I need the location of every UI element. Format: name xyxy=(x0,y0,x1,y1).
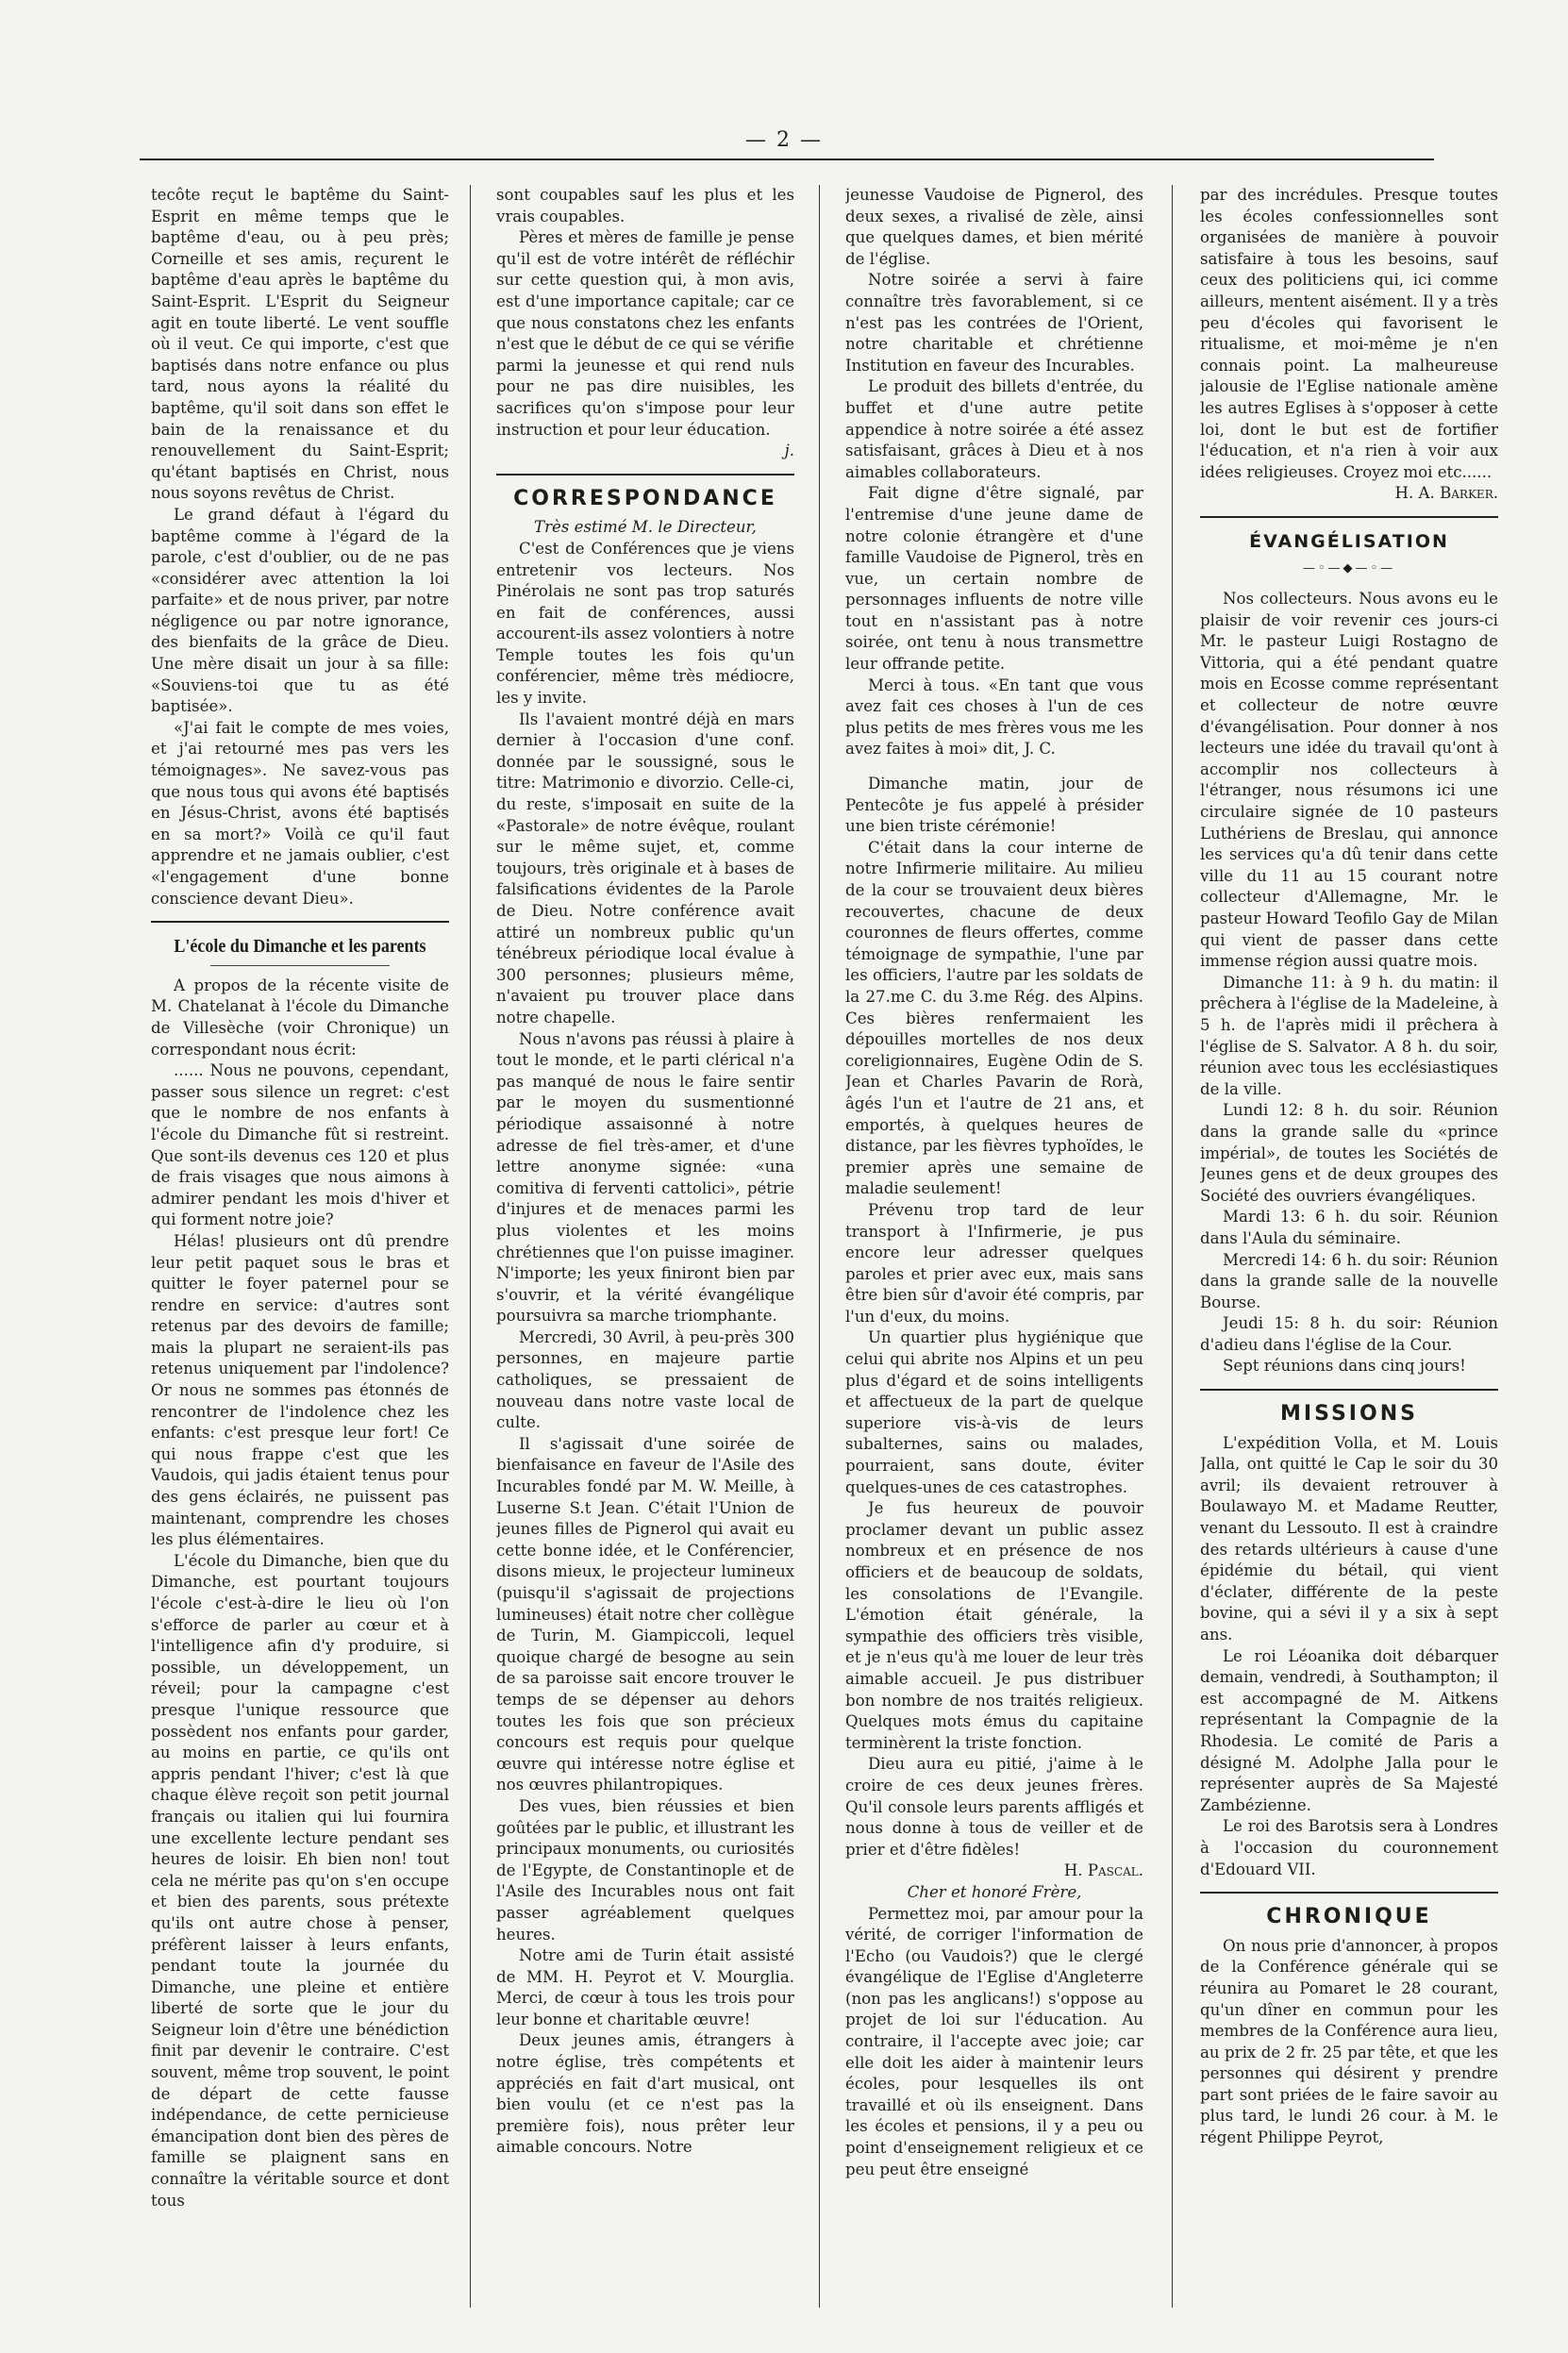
header-rule xyxy=(140,159,1434,160)
paragraph: Notre ami de Turin était assisté de MM. H. Peyrot et V. Mourglia. Merci, de cœur à tous les trois pour leur bonne et charitable œuvre! xyxy=(496,1946,794,2028)
section-heading-missions: MISSIONS xyxy=(1280,1402,1418,1427)
paragraph: Le roi des Barotsis sera à Londres à l'occasion du couronnement d'Edouard VII. xyxy=(1200,1817,1498,1878)
paragraph: Mardi 13: 6 h. du soir. Réunion dans l'Aula du séminaire. xyxy=(1200,1208,1498,1247)
column-4 xyxy=(1200,185,1498,2308)
section-heading-ecole: L'école du Dimanche et les parents xyxy=(174,936,426,958)
salutation: Cher et honoré Frère, xyxy=(907,1882,1082,1901)
salutation: Très estimé M. le Directeur, xyxy=(534,518,757,537)
paragraph: Il s'agissait d'une soirée de bienfaisance en faveur de l'Asile des Incurables fondé par M. W. Meille, à Luserne S.t Jean. C'était l'Union de jeunes filles de Pignerol qui avait eu cette bonne idée, et le Conférencier, disons mieux, le projecteur lumineux (puisqu'il s'agissait de projections lumineuses) était notre cher collègue de Turin, M. Giampiccoli, lequel quoique chargé de besogne au sein de sa paroisse sait encore trouver le temps de se dépenser au dehors toutes les fois que son précieux concours est requis pour quelque œuvre qui intéresse notre église et nos œuvres philantropiques. xyxy=(496,1434,794,1794)
paragraph: Nous n'avons pas réussi à plaire à tout le monde, et le parti clérical n'a pas manqué de nous le faire sentir par le moyen du susmentionné périodique assaisonné à notre adresse de fiel très-amer, et d'une lettre anonyme signée: «una comitiva di ferventi cattolici», pétrie d'injures et de menaces parmi les plus violentes et les moins chrétiennes que l'on puisse imaginer. N'importe; les yeux finiront bien par s'ouvrir, et la vérité évangélique poursuivra sa marche triomphante. xyxy=(496,1029,794,1326)
section-rule xyxy=(496,474,794,476)
signature: H. Pascal. xyxy=(1063,1861,1143,1880)
paragraph: Mercredi, 30 Avril, à peu-près 300 personnes, en majeure partie catholiques, se pressaient de nouveau dans notre vaste local de culte. xyxy=(496,1327,794,1432)
paragraph: «J'ai fait le compte de mes voies, et j'ai retourné mes pas vers les témoignages». Ne savez-vous pas que nous tous qui avons été baptisés en Jésus-Christ, avons été baptisés en sa mort?» Voilà ce qu'il faut apprendre et ne jamais oublier, c'est «l'engagement d'une bonne conscience devant Dieu». xyxy=(151,718,449,908)
paragraph: A propos de la récente visite de M. Chatelanat à l'école du Dimanche de Villesèche (voir Chronique) un correspondant nous écrit: xyxy=(151,976,449,1059)
paragraph: Jeudi 15: 8 h. du soir: Réunion d'adieu dans l'église de la Cour. xyxy=(1200,1314,1498,1354)
section-heading-evangelisation: ÉVANGÉLISATION xyxy=(1249,530,1449,552)
section-rule xyxy=(151,921,449,923)
paragraph: Le produit des billets d'entrée, du buffet et d'une autre petite appendice à notre soirée a été assez satisfaisant, grâces à Dieu et à nos aimables collaborateurs. xyxy=(845,377,1143,481)
paragraph: Pères et mères de famille je pense qu'il est de votre intérêt de réfléchir sur cette question qui, à mon avis, est d'une importance capitale; car ce que nous constatons chez les enfants n'est que le début de ce qui se vérifie parmi la jeunesse et qui rend nuls pour ne pas dire nuisibles, les sacrifices qu'on s'impose pour leur instruction et pour leur éducation. xyxy=(496,228,794,439)
paragraph: Un quartier plus hygiénique que celui qui abrite nos Alpins et un peu plus d'égard et de soins intelligents et affectueux de la part de quelque superiore vis-à-vis de leurs subalternes, sains ou malades, pourraient, sans doute, éviter quelques-unes de ces catastrophes. xyxy=(845,1328,1143,1496)
paragraph: Hélas! plusieurs ont dû prendre leur petit paquet sous le bras et quitter le foyer paternel pour se rendre en service: d'autres sont retenus par des devoirs de famille; mais la plupart ne seraient-ils pas retenus uniquement par l'indolence? Or nous ne sommes pas étonnés de rencontrer de l'indolence chez les enfants: c'est presque leur fort! Ce qui nous frappe c'est que les Vaudois, qui jadis étaient tenus pour des gens éclairés, ne puissent pas maintenant, comprendre les choses les plus élémentaires. xyxy=(151,1231,449,1549)
paragraph: Notre soirée a servi à faire connaître très favorablement, si ce n'est pas les contrées de l'Orient, notre charitable et chrétienne Institution en faveur des Incurables. xyxy=(845,271,1143,375)
paragraph: L'expédition Volla, et M. Louis Jalla, ont quitté le Cap le soir du 30 avril; ils devaient retrouver à Boulawayo M. et Madame Reutter, venant du Lessouto. Il est à craindre des retards ultérieurs à cause d'une épidémie du bétail, qui vient d'éclater, différente de la peste bovine, qui a sévi il y a six à sept ans. xyxy=(1200,1433,1498,1644)
section-heading-correspondance: CORRESPONDANCE xyxy=(513,486,777,510)
paragraph: ...... Nous ne pouvons, cependant, passer sous silence un regret: c'est que le nombre de nos enfants à l'école du Dimanche fût si restreint. Que sont-ils devenus ces 120 et plus de frais visages que nous aimons à admirer pendant les mois d'hiver et qui forment notre joie? xyxy=(151,1061,449,1229)
paragraph: Deux jeunes amis, étrangers à notre église, très compétents et appréciés en fait d'art musical, ont bien voulu (et ce n'est pas la première fois), nous prêter leur aimable concours. Notre xyxy=(496,2031,794,2157)
column-divider xyxy=(470,185,471,2308)
paragraph: C'est de Conférences que je viens entretenir vos lecteurs. Nos Pinérolais ne sont pas trop saturés en fait de conférences, aussi accourent-ils assez volontiers à notre Temple toutes les fois qu'un conférencier, même très médiocre, les y invite. xyxy=(496,539,794,708)
paragraph: Permettez moi, par amour pour la vérité, de corriger l'information de l'Echo (ou Vaudois?) que le clergé évangélique de l'Eglise d'Angleterre (non pas les anglicans!) s'oppose au projet de loi sur l'éducation. Au contraire, il l'accepte avec joie; car elle doit les aider à maintenir leurs écoles, pour lesquelles ils ont travaillé et où ils enseignent. Dans les écoles et pensions, il y a peu ou point d'enseignement religieux et ce peu peut être enseigné xyxy=(845,1904,1143,2178)
heading-underline xyxy=(210,965,390,966)
paragraph: jeunesse Vaudoise de Pignerol, des deux sexes, a rivalisé de zèle, ainsi que quelques dames, et bien mérité de l'église. xyxy=(845,186,1143,268)
column-3 xyxy=(845,185,1143,2308)
paragraph: On nous prie d'annoncer, à propos de la Conférence générale qui se réunira au Pomaret le 28 courant, qu'un dîner en commun pour les membres de la Conférence aura lieu, au prix de 2 fr. 25 par tête, et que les personnes qui désirent y prendre part sont priées de le faire savoir au plus tard, le lundi 26 cour. à M. le régent Philippe Peyrot, xyxy=(1200,1936,1498,2147)
signature: H. A. Barker. xyxy=(1394,484,1498,503)
paragraph: Mercredi 14: 6 h. du soir: Réunion dans la grande salle de la nouvelle Bourse. xyxy=(1200,1250,1498,1311)
page-number: — 2 — xyxy=(745,128,823,152)
paragraph: Ils l'avaient montré déjà en mars dernier à l'occasion d'une conf. donnée par le soussigné, sous le titre: Matrimonio e divorzio. Celle-ci, du reste, s'imposait en suite de la «Pastorale» de notre évêque, roulant sur le même sujet, et, comme toujours, très originale et à bases de falsifications évidentes de la Parole de Dieu. Notre conférence avait attiré un nombreux public qu'un ténébreux périodique local évalue à 300 personnes; plusieurs même, n'avaient pu trouver place dans notre chapelle. xyxy=(496,709,794,1026)
section-heading-chronique: CHRONIQUE xyxy=(1266,1905,1432,1929)
paragraph: tecôte reçut le baptême du Saint-Esprit en même temps que le baptême d'eau, ou à peu près; Corneille et ses amis, reçurent le baptême d'eau après le baptême du Saint-Esprit. L'Esprit du Seigneur agit en toute liberté. Le vent souffle où il veut. Ce qui importe, c'est que baptisés dans notre enfance ou plus tard, nous ayons la réalité du baptême, qu'il soit dans son effet le bain de la renaissance et du renouvellement du Saint-Esprit; qu'étant baptisés en Christ, nous nous soyons revêtus de Christ. xyxy=(151,186,449,503)
section-rule xyxy=(1200,1389,1498,1391)
paragraph: C'était dans la cour interne de notre Infirmerie militaire. Au milieu de la cour se trouvaient deux bières recouvertes, chacune de deux couronnes de fleurs offertes, comme témoignage de sympathie, l'une par les officiers, l'autre par les soldats de la 27.me C. du 3.me Rég. des Alpins. Ces bières renfermaient les dépouilles mortelles de nos deux coreligionnaires, Eugène Odin de S. Jean et Charles Pavarin de Rorà, âgés l'un et l'autre de 21 ans, et emportés, à quelques heures de distance, par les fièvres typhoïdes, le premier après une semaine de maladie seulement! xyxy=(845,838,1143,1198)
column-divider xyxy=(1172,185,1173,2308)
article-columns xyxy=(142,185,1498,2308)
paragraph: Sept réunions dans cinq jours! xyxy=(1223,1357,1466,1376)
column-divider xyxy=(819,185,820,2308)
paragraph: Des vues, bien réussies et bien goûtées par le public, et illustrant les principaux monuments, ou curiosités de l'Egypte, de Constantinople et de l'Asile des Incurables nous ont fait passer agréablement quelques heures. xyxy=(496,1796,794,1944)
column-1 xyxy=(151,185,449,2308)
paragraph: Dimanche 11: à 9 h. du matin: il prêchera à l'église de la Madeleine, à 5 h. de l'après midi il prêchera à l'église de S. Salvator. A 8 h. du soir, réunion avec tous les ecclésiastiques de la ville. xyxy=(1200,973,1498,1098)
ornament-icon: —◦—◆—◦— xyxy=(1302,560,1396,576)
paragraph: par des incrédules. Presque toutes les écoles confessionnelles sont organisées de manière à pouvoir satisfaire à tous les besoins, sauf ceux des politiciens qui, ici comme ailleurs, mentent aisément. Il y a très peu d'écoles qui favorisent le ritualisme, et moi-même je n'en connais point. La malheureuse jalousie de l'Eglise nationale amène les autres Eglises à s'opposer à cette loi, dont le but est de fortifier l'éducation, et n'a rien à voir aux idées religieuses. Croyez moi etc...... xyxy=(1200,186,1498,481)
section-rule xyxy=(1200,516,1498,518)
section-rule xyxy=(1200,1892,1498,1894)
signature: j. xyxy=(784,442,794,460)
paragraph: Le roi Léoanika doit débarquer demain, vendredi, à Southampton; il est accompagné de M. Aitkens représentant la Compagnie de la Rhodesia. Le comité de Paris a désigné M. Adolphe Jalla pour le représenter auprès de Sa Majesté Zambézienne. xyxy=(1200,1646,1498,1814)
paragraph: Fait digne d'être signalé, par l'entremise d'une jeune dame de notre colonie étrangère et d'une famille Vaudoise de Pignerol, très en vue, un certain nombre de personnages influents de notre ville tout en n'assistant pas à notre soirée, ont tenu à nous transmettre leur offrande petite. xyxy=(845,484,1143,674)
paragraph: Le grand défaut à l'égard du baptême comme à l'égard de la parole, c'est d'oublier, ou de ne pas «considérer avec attention la loi parfaite» et de nous priver, par notre négligence ou par notre ignorance, des bienfaits de la grâce de Dieu. Une mère disait un jour à sa fille: «Souviens-toi que tu as été baptisée». xyxy=(151,505,449,716)
paragraph: Prévenu trop tard de leur transport à l'Infirmerie, je pus encore leur adresser quelques paroles et prier avec eux, mais sans être bien sûr d'avoir été compris, par l'un d'eux, du moins. xyxy=(845,1200,1143,1326)
paragraph: Merci à tous. «En tant que vous avez fait ces choses à l'un de ces plus petits de mes frères vous me les avez faites à moi» dit, J. C. xyxy=(845,676,1143,759)
paragraph: L'école du Dimanche, bien que du Dimanche, est pourtant toujours l'école c'est-à-dire le lieu où l'on s'efforce de parler au cœur et à l'intelligence afin d'y produire, si possible, un développement, un réveil; pour la campagne c'est presque l'unique ressource que possèdent nos enfants pour garder, au moins en partie, ce qu'ils ont appris pendant l'hiver; c'est là que chaque élève reçoit son petit journal français ou italien qui lui fournira une excellente lecture pendant ses heures de loisir. Eh bien non! tout cela ne mérite pas qu'on s'en occupe et bien des parents, sous prétexte qu'ils ont autre chose à penser, préfèrent laisser à leurs enfants, pendant toute la journée du Dimanche, une pleine et entière liberté de sorte que le jour du Seigneur loin d'être une bénédiction finit par devenir le contraire. C'est souvent, même trop souvent, le point de départ de cette fausse indépendance, de cette pernicieuse émancipation dont bien des pères de famille se plaignent sans en connaître la véritable source et dont tous xyxy=(151,1551,449,2210)
paragraph: Dieu aura eu pitié, j'aime à le croire de ces deux jeunes frères. Qu'il console leurs parents affligés et nous donne à tous de veiller et de prier et d'être fidèles! xyxy=(845,1755,1143,1859)
column-2 xyxy=(496,185,794,2308)
spacer xyxy=(845,760,1143,774)
paragraph: Je fus heureux de pouvoir proclamer devant un public assez nombreux et en présence de nos officiers et de beaucoup de soldats, les consolations de l'Evangile. L'émotion était générale, la sympathie des officiers très visible, et je n'eus qu'à me louer de leur très aimable accueil. Je pus distribuer bon nombre de nos traités religieux. Quelques mots émus du capitaine terminèrent la triste fonction. xyxy=(845,1499,1143,1752)
paragraph: sont coupables sauf les plus et les vrais coupables. xyxy=(496,186,794,225)
paragraph: Dimanche matin, jour de Pentecôte je fus appelé à présider une bien triste cérémonie! xyxy=(845,775,1143,836)
paragraph: Nos collecteurs. Nous avons eu le plaisir de voir revenir ces jours-ci Mr. le pasteur Luigi Rostagno de Vittoria, qui a été pendant quatre mois en Ecosse comme représentant et collecteur de notre œuvre d'évangélisation. Pour donner à nos lecteurs une idée du travail qu'ont à accomplir nos collecteurs à l'étranger, nous résumons ici une circulaire signée de 10 pasteurs Luthériens de Breslau, qui annonce les services qu'a dû tenir dans cette ville du 11 au 15 courant notre collecteur d'Allemagne, Mr. le pasteur Howard Teofilo Gay de Milan qui vient de passer dans cette immense région aussi quatre mois. xyxy=(1200,590,1498,971)
paragraph: Lundi 12: 8 h. du soir. Réunion dans la grande salle du «prince impérial», de toutes les Sociétés de Jeunes gens et de deux groupes des Société des ouvriers évangéliques. xyxy=(1200,1101,1498,1205)
